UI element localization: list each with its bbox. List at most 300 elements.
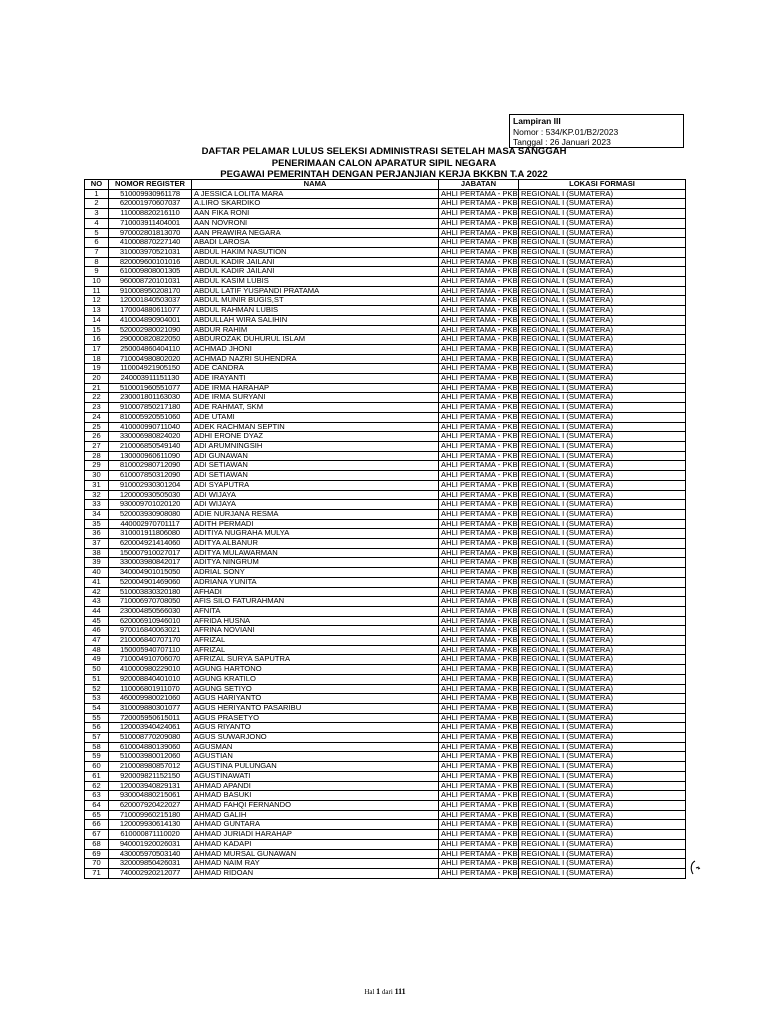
cell-no: 38 bbox=[85, 548, 109, 558]
table-header-row bbox=[85, 180, 686, 190]
cell-nomor-register: 910002930301204 bbox=[109, 480, 192, 490]
cell-jabatan: AHLI PERTAMA - PKB bbox=[439, 684, 519, 694]
cell-no: 55 bbox=[85, 713, 109, 723]
cell-nama: ADI SETIAWAN bbox=[192, 471, 439, 481]
cell-jabatan: AHLI PERTAMA - PKB bbox=[439, 849, 519, 859]
cell-no: 28 bbox=[85, 451, 109, 461]
cell-no: 56 bbox=[85, 723, 109, 733]
cell-nama: AHMAD FAHQI FERNANDO bbox=[192, 801, 439, 811]
cell-jabatan: AHLI PERTAMA - PKB bbox=[439, 733, 519, 743]
cell-lokasi-formasi: REGIONAL I (SUMATERA) bbox=[519, 791, 686, 801]
table-row bbox=[85, 393, 686, 403]
table-row bbox=[85, 655, 686, 665]
cell-nama: AAN NOVRONI bbox=[192, 218, 439, 228]
cell-jabatan: AHLI PERTAMA - PKB bbox=[439, 393, 519, 403]
cell-nama: AFRIZAL SURYA SAPUTRA bbox=[192, 655, 439, 665]
cell-no: 40 bbox=[85, 568, 109, 578]
cell-nama: ADE IRMA SURYANI bbox=[192, 393, 439, 403]
cell-nomor-register: 930009701020120 bbox=[109, 500, 192, 510]
cell-jabatan: AHLI PERTAMA - PKB bbox=[439, 548, 519, 558]
cell-nomor-register: 970016840063021 bbox=[109, 626, 192, 636]
cell-nomor-register: 740002920212077 bbox=[109, 868, 192, 878]
table-row bbox=[85, 742, 686, 752]
cell-lokasi-formasi: REGIONAL I (SUMATERA) bbox=[519, 703, 686, 713]
cell-lokasi-formasi: REGIONAL I (SUMATERA) bbox=[519, 325, 686, 335]
cell-jabatan: AHLI PERTAMA - PKB bbox=[439, 694, 519, 704]
table-row bbox=[85, 849, 686, 859]
cell-nomor-register: 460009980021060 bbox=[109, 694, 192, 704]
cell-no: 20 bbox=[85, 374, 109, 384]
table-row bbox=[85, 830, 686, 840]
table-row bbox=[85, 344, 686, 354]
footer-dari: dari bbox=[381, 988, 393, 996]
cell-nama: ACHMAD JHONI bbox=[192, 344, 439, 354]
cell-no: 34 bbox=[85, 509, 109, 519]
cell-nama: AGUSTINA PULUNGAN bbox=[192, 762, 439, 772]
cell-no: 45 bbox=[85, 616, 109, 626]
cell-lokasi-formasi: REGIONAL I (SUMATERA) bbox=[519, 267, 686, 277]
cell-lokasi-formasi: REGIONAL I (SUMATERA) bbox=[519, 296, 686, 306]
cell-nomor-register: 430005970503140 bbox=[109, 849, 192, 859]
cell-lokasi-formasi: REGIONAL I (SUMATERA) bbox=[519, 587, 686, 597]
table-row bbox=[85, 762, 686, 772]
cell-no: 59 bbox=[85, 752, 109, 762]
cell-nomor-register: 810002980712090 bbox=[109, 461, 192, 471]
cell-no: 17 bbox=[85, 344, 109, 354]
cell-lokasi-formasi: REGIONAL I (SUMATERA) bbox=[519, 509, 686, 519]
cell-jabatan: AHLI PERTAMA - PKB bbox=[439, 830, 519, 840]
cell-jabatan: AHLI PERTAMA - PKB bbox=[439, 577, 519, 587]
cell-no: 62 bbox=[85, 781, 109, 791]
cell-jabatan: AHLI PERTAMA - PKB bbox=[439, 364, 519, 374]
cell-nama: ADI SETIAWAN bbox=[192, 461, 439, 471]
cell-jabatan: AHLI PERTAMA - PKB bbox=[439, 568, 519, 578]
cell-nomor-register: 410008870227140 bbox=[109, 238, 192, 248]
cell-nama: AGUSTIAN bbox=[192, 752, 439, 762]
cell-nama: ADI SYAPUTRA bbox=[192, 480, 439, 490]
title-line-2: PENERIMAAN CALON APARATUR SIPIL NEGARA bbox=[271, 157, 497, 169]
cell-no: 52 bbox=[85, 684, 109, 694]
cell-nomor-register: 520004901469060 bbox=[109, 577, 192, 587]
cell-no: 47 bbox=[85, 636, 109, 646]
cell-jabatan: AHLI PERTAMA - PKB bbox=[439, 267, 519, 277]
cell-jabatan: AHLI PERTAMA - PKB bbox=[439, 752, 519, 762]
cell-no: 51 bbox=[85, 674, 109, 684]
cell-lokasi-formasi: REGIONAL I (SUMATERA) bbox=[519, 393, 686, 403]
cell-nama: AFRIZAL bbox=[192, 645, 439, 655]
cell-no: 5 bbox=[85, 228, 109, 238]
table-row bbox=[85, 490, 686, 500]
cell-nomor-register: 940001920026031 bbox=[109, 839, 192, 849]
header-nomor-register: NOMOR REGISTER bbox=[109, 180, 192, 190]
cell-no: 53 bbox=[85, 694, 109, 704]
cell-nama: A JESSICA LOLITA MARA bbox=[192, 189, 439, 199]
table-row bbox=[85, 868, 686, 878]
cell-jabatan: AHLI PERTAMA - PKB bbox=[439, 209, 519, 219]
cell-no: 54 bbox=[85, 703, 109, 713]
table-row bbox=[85, 267, 686, 277]
cell-nama: AGUS SUWARJONO bbox=[192, 733, 439, 743]
table-row bbox=[85, 471, 686, 481]
cell-no: 13 bbox=[85, 306, 109, 316]
cell-nomor-register: 810005920551060 bbox=[109, 412, 192, 422]
cell-jabatan: AHLI PERTAMA - PKB bbox=[439, 238, 519, 248]
cell-nomor-register: 210008980857012 bbox=[109, 762, 192, 772]
cell-jabatan: AHLI PERTAMA - PKB bbox=[439, 412, 519, 422]
cell-lokasi-formasi: REGIONAL I (SUMATERA) bbox=[519, 868, 686, 878]
table-row bbox=[85, 315, 686, 325]
table-row bbox=[85, 713, 686, 723]
cell-nama: ABDUL RAHMAN LUBIS bbox=[192, 306, 439, 316]
cell-nama: AFIS SILO FATURAHMAN bbox=[192, 597, 439, 607]
table-row bbox=[85, 257, 686, 267]
cell-nama: AHMAD RIDOAN bbox=[192, 868, 439, 878]
cell-no: 42 bbox=[85, 587, 109, 597]
cell-no: 60 bbox=[85, 762, 109, 772]
cell-lokasi-formasi: REGIONAL I (SUMATERA) bbox=[519, 480, 686, 490]
cell-no: 24 bbox=[85, 412, 109, 422]
cell-lokasi-formasi: REGIONAL I (SUMATERA) bbox=[519, 238, 686, 248]
cell-no: 12 bbox=[85, 296, 109, 306]
cell-nomor-register: 120003940829131 bbox=[109, 781, 192, 791]
title-line-1: DAFTAR PELAMAR LULUS SELEKSI ADMINISTRASI SETELAH MASA SANGGAH bbox=[201, 146, 567, 157]
cell-jabatan: AHLI PERTAMA - PKB bbox=[439, 509, 519, 519]
cell-nama: AFHADI bbox=[192, 587, 439, 597]
cell-jabatan: AHLI PERTAMA - PKB bbox=[439, 228, 519, 238]
cell-no: 16 bbox=[85, 335, 109, 345]
cell-lokasi-formasi: REGIONAL I (SUMATERA) bbox=[519, 412, 686, 422]
cell-lokasi-formasi: REGIONAL I (SUMATERA) bbox=[519, 247, 686, 257]
cell-nomor-register: 610004880139060 bbox=[109, 742, 192, 752]
cell-nomor-register: 150005940707110 bbox=[109, 645, 192, 655]
cell-lokasi-formasi: REGIONAL I (SUMATERA) bbox=[519, 218, 686, 228]
cell-nama: ADHI ERONE DYAZ bbox=[192, 432, 439, 442]
cell-no: 7 bbox=[85, 247, 109, 257]
cell-jabatan: AHLI PERTAMA - PKB bbox=[439, 247, 519, 257]
cell-lokasi-formasi: REGIONAL I (SUMATERA) bbox=[519, 189, 686, 199]
cell-nomor-register: 610000871110020 bbox=[109, 830, 192, 840]
cell-nomor-register: 920009821152150 bbox=[109, 771, 192, 781]
cell-nomor-register: 620004921414060 bbox=[109, 539, 192, 549]
cell-nama: ADI WIJAYA bbox=[192, 490, 439, 500]
table-row bbox=[85, 209, 686, 219]
page-footer bbox=[340, 987, 430, 996]
cell-nomor-register: 440002970701117 bbox=[109, 519, 192, 529]
table-row bbox=[85, 587, 686, 597]
cell-nomor-register: 210006840707170 bbox=[109, 636, 192, 646]
cell-nama: AGUNG HARTONO bbox=[192, 665, 439, 675]
cell-nama: ADI ARUMNINGSIH bbox=[192, 441, 439, 451]
cell-nomor-register: 720005950615011 bbox=[109, 713, 192, 723]
table-row bbox=[85, 577, 686, 587]
cell-lokasi-formasi: REGIONAL I (SUMATERA) bbox=[519, 616, 686, 626]
cell-jabatan: AHLI PERTAMA - PKB bbox=[439, 587, 519, 597]
cell-lokasi-formasi: REGIONAL I (SUMATERA) bbox=[519, 277, 686, 287]
cell-jabatan: AHLI PERTAMA - PKB bbox=[439, 703, 519, 713]
cell-nomor-register: 250004860404110 bbox=[109, 344, 192, 354]
cell-lokasi-formasi: REGIONAL I (SUMATERA) bbox=[519, 771, 686, 781]
table-row bbox=[85, 839, 686, 849]
table-row bbox=[85, 529, 686, 539]
cell-jabatan: AHLI PERTAMA - PKB bbox=[439, 839, 519, 849]
cell-jabatan: AHLI PERTAMA - PKB bbox=[439, 781, 519, 791]
cell-no: 70 bbox=[85, 859, 109, 869]
cell-nama: ADE UTAMI bbox=[192, 412, 439, 422]
cell-no: 71 bbox=[85, 868, 109, 878]
cell-lokasi-formasi: REGIONAL I (SUMATERA) bbox=[519, 315, 686, 325]
table-row bbox=[85, 674, 686, 684]
cell-jabatan: AHLI PERTAMA - PKB bbox=[439, 354, 519, 364]
table-row bbox=[85, 374, 686, 384]
table-row bbox=[85, 801, 686, 811]
cell-jabatan: AHLI PERTAMA - PKB bbox=[439, 306, 519, 316]
cell-no: 41 bbox=[85, 577, 109, 587]
cell-nama: ADITYA MULAWARMAN bbox=[192, 548, 439, 558]
cell-lokasi-formasi: REGIONAL I (SUMATERA) bbox=[519, 713, 686, 723]
table-row bbox=[85, 383, 686, 393]
table-row bbox=[85, 432, 686, 442]
cell-jabatan: AHLI PERTAMA - PKB bbox=[439, 257, 519, 267]
cell-nomor-register: 150007910027017 bbox=[109, 548, 192, 558]
cell-jabatan: AHLI PERTAMA - PKB bbox=[439, 665, 519, 675]
cell-jabatan: AHLI PERTAMA - PKB bbox=[439, 742, 519, 752]
cell-no: 6 bbox=[85, 238, 109, 248]
table-row bbox=[85, 548, 686, 558]
cell-jabatan: AHLI PERTAMA - PKB bbox=[439, 422, 519, 432]
cell-nomor-register: 310003970521031 bbox=[109, 247, 192, 257]
cell-nama: ABDUL LATIF YUSPANDI PRATAMA bbox=[192, 286, 439, 296]
table-row bbox=[85, 636, 686, 646]
cell-lokasi-formasi: REGIONAL I (SUMATERA) bbox=[519, 383, 686, 393]
cell-lokasi-formasi: REGIONAL I (SUMATERA) bbox=[519, 335, 686, 345]
cell-jabatan: AHLI PERTAMA - PKB bbox=[439, 606, 519, 616]
cell-nomor-register: 520003930908080 bbox=[109, 509, 192, 519]
cell-jabatan: AHLI PERTAMA - PKB bbox=[439, 296, 519, 306]
cell-jabatan: AHLI PERTAMA - PKB bbox=[439, 277, 519, 287]
cell-nama: AGUS PRASETYO bbox=[192, 713, 439, 723]
cell-lokasi-formasi: REGIONAL I (SUMATERA) bbox=[519, 752, 686, 762]
cell-nama: AGUNG KRATILO bbox=[192, 674, 439, 684]
cell-jabatan: AHLI PERTAMA - PKB bbox=[439, 636, 519, 646]
table-row bbox=[85, 422, 686, 432]
cell-nomor-register: 960008720101031 bbox=[109, 277, 192, 287]
cell-nama: AHMAD MURSAL GUNAWAN bbox=[192, 849, 439, 859]
cell-jabatan: AHLI PERTAMA - PKB bbox=[439, 771, 519, 781]
cell-lokasi-formasi: REGIONAL I (SUMATERA) bbox=[519, 257, 686, 267]
cell-lokasi-formasi: REGIONAL I (SUMATERA) bbox=[519, 568, 686, 578]
cell-no: 46 bbox=[85, 626, 109, 636]
cell-lokasi-formasi: REGIONAL I (SUMATERA) bbox=[519, 636, 686, 646]
cell-no: 15 bbox=[85, 325, 109, 335]
cell-jabatan: AHLI PERTAMA - PKB bbox=[439, 383, 519, 393]
cell-nomor-register: 510001960551077 bbox=[109, 383, 192, 393]
applicant-table bbox=[84, 179, 686, 879]
cell-nomor-register: 230004850566030 bbox=[109, 606, 192, 616]
cell-lokasi-formasi: REGIONAL I (SUMATERA) bbox=[519, 199, 686, 209]
cell-nama: AGUS HERIYANTO PASARIBU bbox=[192, 703, 439, 713]
table-row bbox=[85, 810, 686, 820]
cell-lokasi-formasi: REGIONAL I (SUMATERA) bbox=[519, 354, 686, 364]
cell-jabatan: AHLI PERTAMA - PKB bbox=[439, 539, 519, 549]
table-row bbox=[85, 228, 686, 238]
table-row bbox=[85, 771, 686, 781]
cell-nama: ADITH PERMADI bbox=[192, 519, 439, 529]
table-row bbox=[85, 238, 686, 248]
cell-nomor-register: 910007850217180 bbox=[109, 403, 192, 413]
cell-lokasi-formasi: REGIONAL I (SUMATERA) bbox=[519, 558, 686, 568]
table-row bbox=[85, 616, 686, 626]
cell-lokasi-formasi: REGIONAL I (SUMATERA) bbox=[519, 849, 686, 859]
cell-jabatan: AHLI PERTAMA - PKB bbox=[439, 325, 519, 335]
cell-nomor-register: 120003940424061 bbox=[109, 723, 192, 733]
cell-no: 32 bbox=[85, 490, 109, 500]
cell-nomor-register: 120001840503037 bbox=[109, 296, 192, 306]
cell-nomor-register: 310001911806080 bbox=[109, 529, 192, 539]
cell-nama: AHMAD NAIM RAY bbox=[192, 859, 439, 869]
cell-lokasi-formasi: REGIONAL I (SUMATERA) bbox=[519, 742, 686, 752]
cell-nama: AFRIZAL bbox=[192, 636, 439, 646]
table-row bbox=[85, 500, 686, 510]
cell-nomor-register: 410000980229010 bbox=[109, 665, 192, 675]
cell-no: 23 bbox=[85, 403, 109, 413]
cell-nama: AHMAD GALIH bbox=[192, 810, 439, 820]
cell-no: 8 bbox=[85, 257, 109, 267]
cell-no: 33 bbox=[85, 500, 109, 510]
cell-nama: ABDUL MUNIR BUGIS,ST bbox=[192, 296, 439, 306]
cell-lokasi-formasi: REGIONAL I (SUMATERA) bbox=[519, 684, 686, 694]
cell-nama: AAN PRAWIRA NEGARA bbox=[192, 228, 439, 238]
cell-nomor-register: 620007920422027 bbox=[109, 801, 192, 811]
cell-nama: ADE IRMA HARAHAP bbox=[192, 383, 439, 393]
table-row bbox=[85, 645, 686, 655]
cell-jabatan: AHLI PERTAMA - PKB bbox=[439, 315, 519, 325]
cell-lokasi-formasi: REGIONAL I (SUMATERA) bbox=[519, 422, 686, 432]
cell-no: 48 bbox=[85, 645, 109, 655]
cell-jabatan: AHLI PERTAMA - PKB bbox=[439, 519, 519, 529]
header-lokasi-formasi: LOKASI FORMASI bbox=[519, 180, 686, 190]
table-row bbox=[85, 791, 686, 801]
cell-no: 25 bbox=[85, 422, 109, 432]
cell-jabatan: AHLI PERTAMA - PKB bbox=[439, 868, 519, 878]
cell-lokasi-formasi: REGIONAL I (SUMATERA) bbox=[519, 364, 686, 374]
cell-nama: AAN FIKA RONI bbox=[192, 209, 439, 219]
cell-nomor-register: 920008840401010 bbox=[109, 674, 192, 684]
cell-nomor-register: 620001970607037 bbox=[109, 199, 192, 209]
header-jabatan: JABATAN bbox=[439, 180, 519, 190]
table-row bbox=[85, 519, 686, 529]
cell-nama: AHMAD BASUKI bbox=[192, 791, 439, 801]
cell-nomor-register: 510009930961178 bbox=[109, 189, 192, 199]
table-row bbox=[85, 859, 686, 869]
table-row bbox=[85, 665, 686, 675]
cell-nama: ADIE NURJANA RESMA bbox=[192, 509, 439, 519]
cell-no: 49 bbox=[85, 655, 109, 665]
cell-jabatan: AHLI PERTAMA - PKB bbox=[439, 723, 519, 733]
footer-hal: Hal bbox=[364, 988, 375, 996]
cell-nomor-register: 820009600101016 bbox=[109, 257, 192, 267]
cell-lokasi-formasi: REGIONAL I (SUMATERA) bbox=[519, 655, 686, 665]
footer-total: 111 bbox=[394, 987, 406, 996]
table-row bbox=[85, 703, 686, 713]
cell-no: 22 bbox=[85, 393, 109, 403]
table-row bbox=[85, 364, 686, 374]
cell-lokasi-formasi: REGIONAL I (SUMATERA) bbox=[519, 344, 686, 354]
cell-nomor-register: 320009850426031 bbox=[109, 859, 192, 869]
cell-nama: ADEK RACHMAN SEPTIN bbox=[192, 422, 439, 432]
cell-no: 9 bbox=[85, 267, 109, 277]
cell-no: 10 bbox=[85, 277, 109, 287]
cell-nama: ADITYA ALBANUR bbox=[192, 539, 439, 549]
cell-jabatan: AHLI PERTAMA - PKB bbox=[439, 820, 519, 830]
cell-nomor-register: 610009808001305 bbox=[109, 267, 192, 277]
cell-jabatan: AHLI PERTAMA - PKB bbox=[439, 189, 519, 199]
cell-nomor-register: 510003830320180 bbox=[109, 587, 192, 597]
cell-jabatan: AHLI PERTAMA - PKB bbox=[439, 791, 519, 801]
cell-no: 18 bbox=[85, 354, 109, 364]
cell-nama: ADRIANA YUNITA bbox=[192, 577, 439, 587]
cell-nama: ADE RAHMAT, SKM bbox=[192, 403, 439, 413]
cell-no: 37 bbox=[85, 539, 109, 549]
cell-jabatan: AHLI PERTAMA - PKB bbox=[439, 432, 519, 442]
cell-nama: ABDUROZAK DUHURUL ISLAM bbox=[192, 335, 439, 345]
table-row bbox=[85, 461, 686, 471]
cell-lokasi-formasi: REGIONAL I (SUMATERA) bbox=[519, 490, 686, 500]
cell-lokasi-formasi: REGIONAL I (SUMATERA) bbox=[519, 606, 686, 616]
paraf-signature-icon bbox=[689, 859, 703, 877]
table-row bbox=[85, 539, 686, 549]
cell-nama: ADI GUNAWAN bbox=[192, 451, 439, 461]
table-row bbox=[85, 247, 686, 257]
cell-lokasi-formasi: REGIONAL I (SUMATERA) bbox=[519, 461, 686, 471]
title-line-3: PEGAWAI PEMERINTAH DENGAN PERJANJIAN KERJA BKKBN T.A 2022 bbox=[220, 169, 548, 180]
cell-lokasi-formasi: REGIONAL I (SUMATERA) bbox=[519, 762, 686, 772]
cell-jabatan: AHLI PERTAMA - PKB bbox=[439, 500, 519, 510]
cell-nama: ADE IRAYANTI bbox=[192, 374, 439, 384]
lampiran-tanggal: Tanggal : 26 Januari 2023 bbox=[513, 137, 611, 147]
cell-nomor-register: 610007850312090 bbox=[109, 471, 192, 481]
cell-nomor-register: 210006850549140 bbox=[109, 441, 192, 451]
cell-jabatan: AHLI PERTAMA - PKB bbox=[439, 403, 519, 413]
cell-nomor-register: 710004910706070 bbox=[109, 655, 192, 665]
cell-jabatan: AHLI PERTAMA - PKB bbox=[439, 335, 519, 345]
table-row bbox=[85, 558, 686, 568]
table-row bbox=[85, 189, 686, 199]
cell-jabatan: AHLI PERTAMA - PKB bbox=[439, 713, 519, 723]
cell-nama: ADITYA NINGRUM bbox=[192, 558, 439, 568]
cell-lokasi-formasi: REGIONAL I (SUMATERA) bbox=[519, 801, 686, 811]
cell-nama: A.LIRO SKARDIKO bbox=[192, 199, 439, 209]
cell-nama: ADE CANDRA bbox=[192, 364, 439, 374]
cell-lokasi-formasi: REGIONAL I (SUMATERA) bbox=[519, 733, 686, 743]
cell-nama: AFNITA bbox=[192, 606, 439, 616]
cell-no: 4 bbox=[85, 218, 109, 228]
table-row bbox=[85, 723, 686, 733]
cell-lokasi-formasi: REGIONAL I (SUMATERA) bbox=[519, 859, 686, 869]
cell-lokasi-formasi: REGIONAL I (SUMATERA) bbox=[519, 723, 686, 733]
cell-nomor-register: 710003911404001 bbox=[109, 218, 192, 228]
table-row bbox=[85, 597, 686, 607]
cell-no: 66 bbox=[85, 820, 109, 830]
cell-nama: ABDUL HAKIM NASUTION bbox=[192, 247, 439, 257]
cell-nomor-register: 110008820216110 bbox=[109, 209, 192, 219]
cell-jabatan: AHLI PERTAMA - PKB bbox=[439, 801, 519, 811]
cell-no: 43 bbox=[85, 597, 109, 607]
table-row bbox=[85, 752, 686, 762]
cell-nomor-register: 930004880215061 bbox=[109, 791, 192, 801]
cell-no: 29 bbox=[85, 461, 109, 471]
cell-no: 67 bbox=[85, 830, 109, 840]
table-row bbox=[85, 568, 686, 578]
